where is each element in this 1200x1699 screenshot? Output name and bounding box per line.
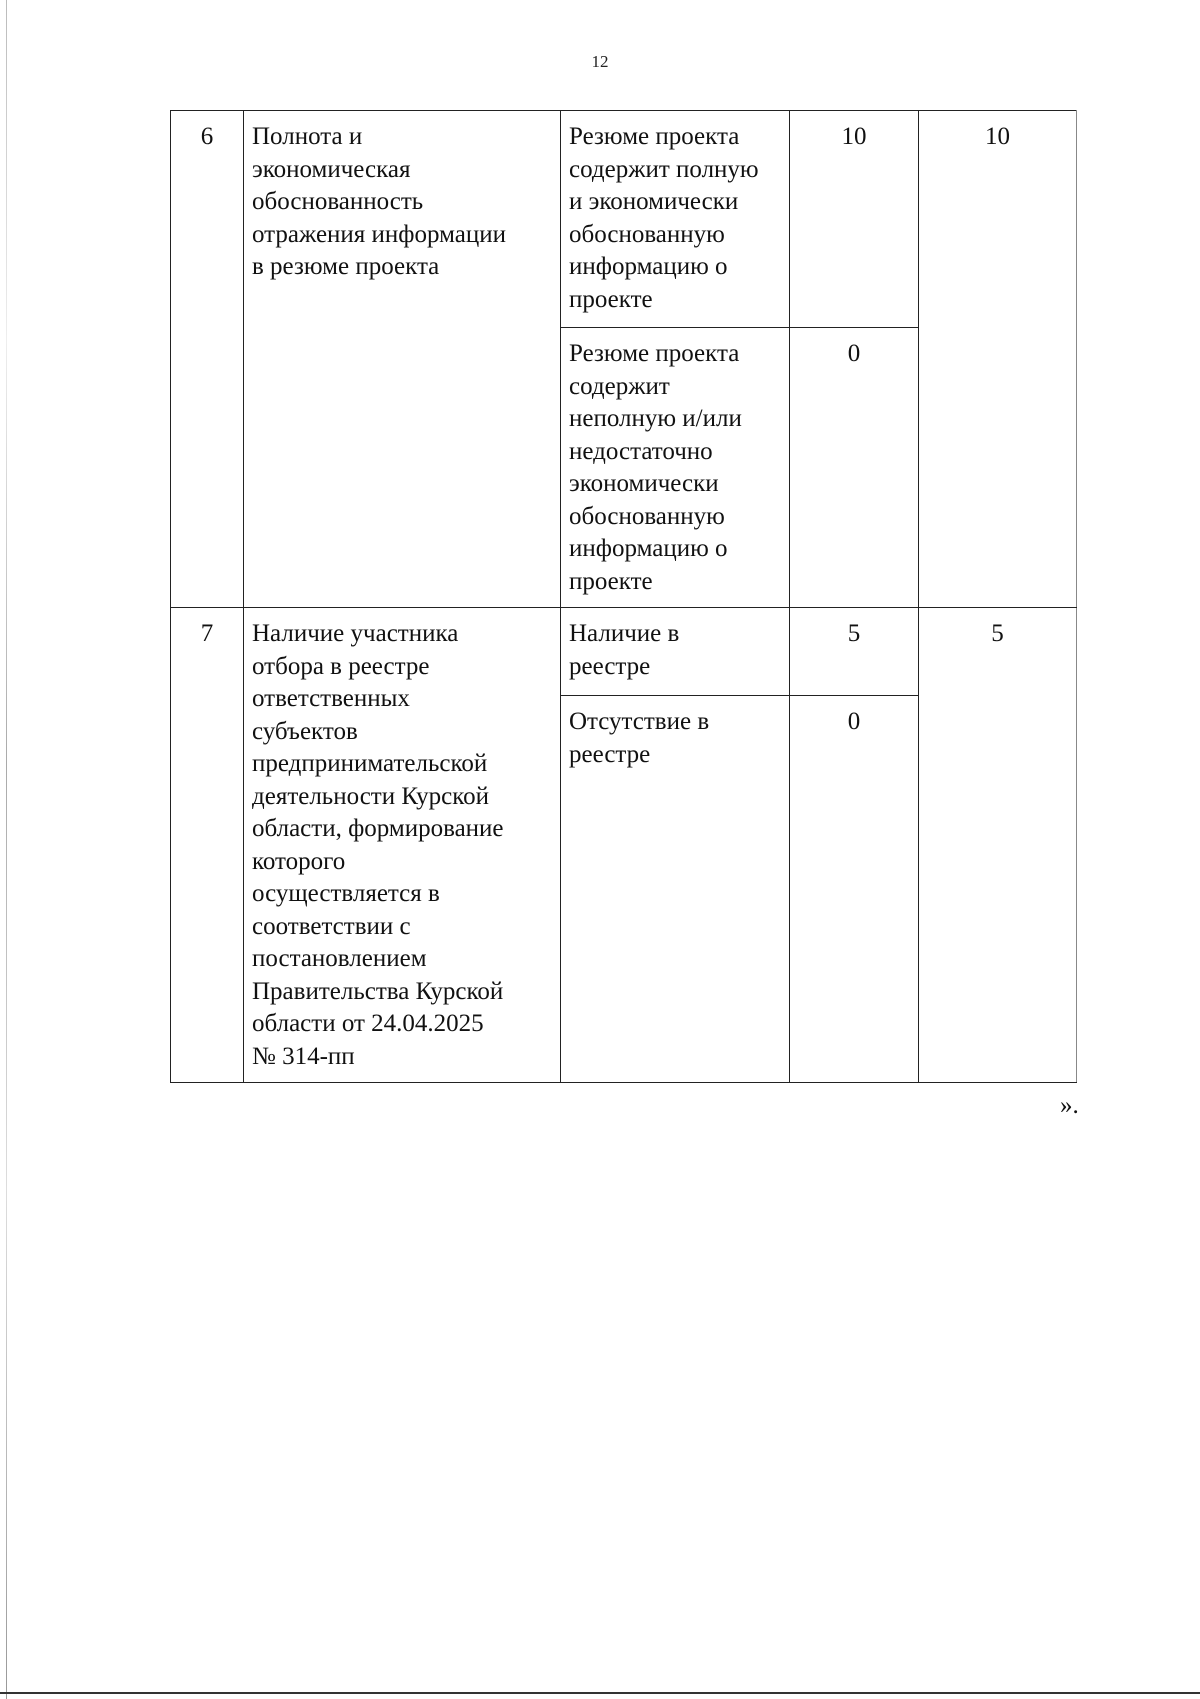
criterion-name: [244, 608, 561, 1083]
criterion-name-text: Полнота и экономическая обоснованность отражения информации в резюме проекта: [252, 123, 507, 280]
option-description: [561, 696, 790, 1083]
criterion-name-text: Наличие участника отбора в реестре ответственных субъектов предпринимательской деятельности Курской области, формирование которого осуществляется в соответствии с постановлением Правительства Курской области от 24.04.2025 № 314-пп: [252, 620, 504, 1070]
criterion-number: 6: [171, 111, 244, 608]
scan-left-edge: [6, 0, 7, 1699]
option-text: Отсутствие в реестре: [569, 708, 710, 768]
option-score: 0: [790, 328, 919, 608]
option-score: 10: [790, 111, 919, 328]
option-text: Резюме проекта содержит полную и экономически обоснованную информацию о проекте: [569, 123, 759, 313]
option-text: Наличие в реестре: [569, 620, 680, 680]
criterion-number: 7: [171, 608, 244, 1083]
criterion-name: [244, 111, 561, 608]
criterion-max-score: 5: [919, 608, 1077, 1083]
option-description: [561, 608, 790, 696]
table-row: [171, 111, 1077, 328]
page-number: 12: [591, 52, 609, 71]
option-description: [561, 111, 790, 328]
criterion-max-score: 10: [919, 111, 1077, 608]
criteria-table: [170, 110, 1077, 1083]
table-row: [171, 608, 1077, 696]
closing-quote: ».: [1060, 1092, 1079, 1119]
option-score: 0: [790, 696, 919, 1083]
option-description: [561, 328, 790, 608]
option-text: Резюме проекта содержит неполную и/или недостаточно экономически обоснованную информацию о проекте: [569, 340, 742, 595]
scan-bottom-edge: [0, 1692, 1200, 1694]
option-score: 5: [790, 608, 919, 696]
